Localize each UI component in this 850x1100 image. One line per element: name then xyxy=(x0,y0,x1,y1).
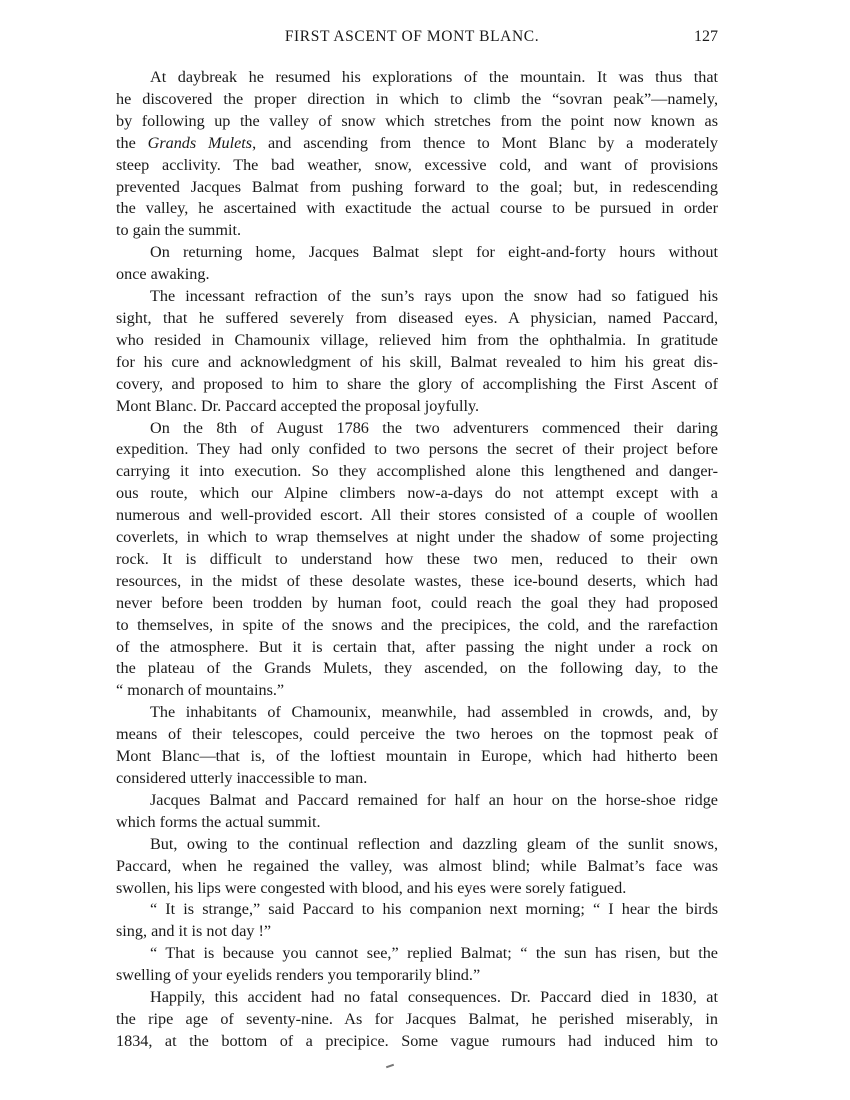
text-line: The incessant refraction of the sun’s rays upon the snow had so fatigued his xyxy=(150,287,718,306)
text-line: numerous and well-provided escort. All their stores consisted of a couple of woollen xyxy=(116,506,718,525)
text-segment: , and ascending from thence to Mont Blanc by a moderately xyxy=(252,133,718,152)
text-line: The inhabitants of Chamounix, meanwhile, had assembled in crowds, and, by xyxy=(150,703,718,722)
text-line: who resided in Chamounix village, relieved him from the ophthalmia. In gratitude xyxy=(116,330,718,349)
text-line: means of their telescopes, could perceive the two heroes on the topmost peak of xyxy=(116,725,718,744)
text-line: the plateau of the Grands Mulets, they ascended, on the following day, to the xyxy=(116,659,718,678)
page-number: 127 xyxy=(694,28,718,45)
text-line: he discovered the proper direction in which to climb the “sovran peak”—namely, xyxy=(116,89,718,108)
italic-place-name: Grands Mulets xyxy=(147,133,253,152)
text-line: to themselves, in spite of the snows and the precipices, the cold, and the rarefaction xyxy=(116,615,718,634)
text-line: “ monarch of mountains.” xyxy=(116,681,285,700)
text-line: prevented Jacques Balmat from pushing forward to the goal; but, in redescending xyxy=(116,177,718,196)
text-line: rock. It is difficult to understand how these two men, reduced to their own xyxy=(116,549,718,568)
text-line: once awaking. xyxy=(116,265,210,284)
text-line: for his cure and acknowledgment of his skill, Balmat revealed to him his great dis- xyxy=(116,352,718,371)
text-line: coverlets, in which to wrap themselves at night under the shadow of some projecting xyxy=(116,528,718,547)
text-line: considered utterly inaccessible to man. xyxy=(116,769,368,787)
text-line: steep acclivity. The bad weather, snow, excessive cold, and want of provisions xyxy=(116,155,718,174)
text-line: sing, and it is not day !” xyxy=(116,922,272,941)
text-line: the ripe age of seventy-nine. As for Jacques Balmat, he perished miserably, in xyxy=(116,1009,718,1028)
body-text xyxy=(116,67,718,1053)
text-line: the valley, he ascertained with exactitude the actual course to be pursued in order xyxy=(116,199,718,218)
text-line: never before been trodden by human foot, could reach the goal they had proposed xyxy=(116,593,718,612)
text-line: “ It is strange,” said Paccard to his companion next morning; “ I hear the birds xyxy=(150,900,718,919)
text-line: ous route, which our Alpine climbers now-a-days do not attempt except with a xyxy=(116,484,718,503)
text-line: Mont Blanc—that is, of the loftiest mountain in Europe, which had hitherto been xyxy=(116,747,718,766)
text-line: swollen, his lips were congested with blood, and his eyes were sorely fatigued. xyxy=(116,878,627,897)
text-line: which forms the actual summit. xyxy=(116,812,321,831)
text-line: At daybreak he resumed his explorations of the mountain. It was thus that xyxy=(150,68,718,86)
text-line: expedition. They had only confided to two persons the secret of their project before xyxy=(116,440,718,459)
text-line: “ That is because you cannot see,” replied Balmat; “ the sun has risen, but the xyxy=(150,944,718,963)
text-line: Paccard, when he regained the valley, was almost blind; while Balmat’s face was xyxy=(116,856,718,875)
text-line: swelling of your eyelids renders you temporarily blind.” xyxy=(116,966,481,985)
text-line: carrying it into execution. So they accomplished alone this lengthened and danger- xyxy=(116,462,718,481)
text-line: by following up the valley of snow which stretches from the point now known as xyxy=(116,111,718,130)
text-line: Happily, this accident had no fatal consequences. Dr. Paccard died in 1830, at xyxy=(150,988,718,1007)
page-header xyxy=(106,28,718,52)
text-line: On returning home, Jacques Balmat slept for eight-and-forty hours without xyxy=(150,243,718,262)
ink-speck xyxy=(386,1064,394,1069)
text-line: Jacques Balmat and Paccard remained for half an hour on the horse-shoe ridge xyxy=(150,790,718,809)
text-line: On the 8th of August 1786 the two adventurers commenced their daring xyxy=(150,418,718,437)
text-line: covery, and proposed to him to share the glory of accomplishing the First Ascent of xyxy=(116,374,718,393)
text-line: But, owing to the continual reflection and dazzling gleam of the sunlit snows, xyxy=(150,834,718,853)
text-line: to gain the summit. xyxy=(116,221,241,240)
text-line: resources, in the midst of these desolate wastes, these ice-bound deserts, which had xyxy=(116,571,718,590)
text-line: 1834, at the bottom of a precipice. Some vague rumours had induced him to xyxy=(116,1031,718,1050)
text-line: of the atmosphere. But it is certain that, after passing the night under a rock on xyxy=(116,637,718,656)
running-title: FIRST ASCENT OF MONT BLANC. xyxy=(284,28,540,45)
text-segment: the xyxy=(116,133,148,152)
text-line: sight, that he suffered severely from diseased eyes. A physician, named Paccard, xyxy=(116,308,718,327)
text-line xyxy=(116,133,718,155)
text-line: Mont Blanc. Dr. Paccard accepted the proposal joyfully. xyxy=(116,396,480,415)
